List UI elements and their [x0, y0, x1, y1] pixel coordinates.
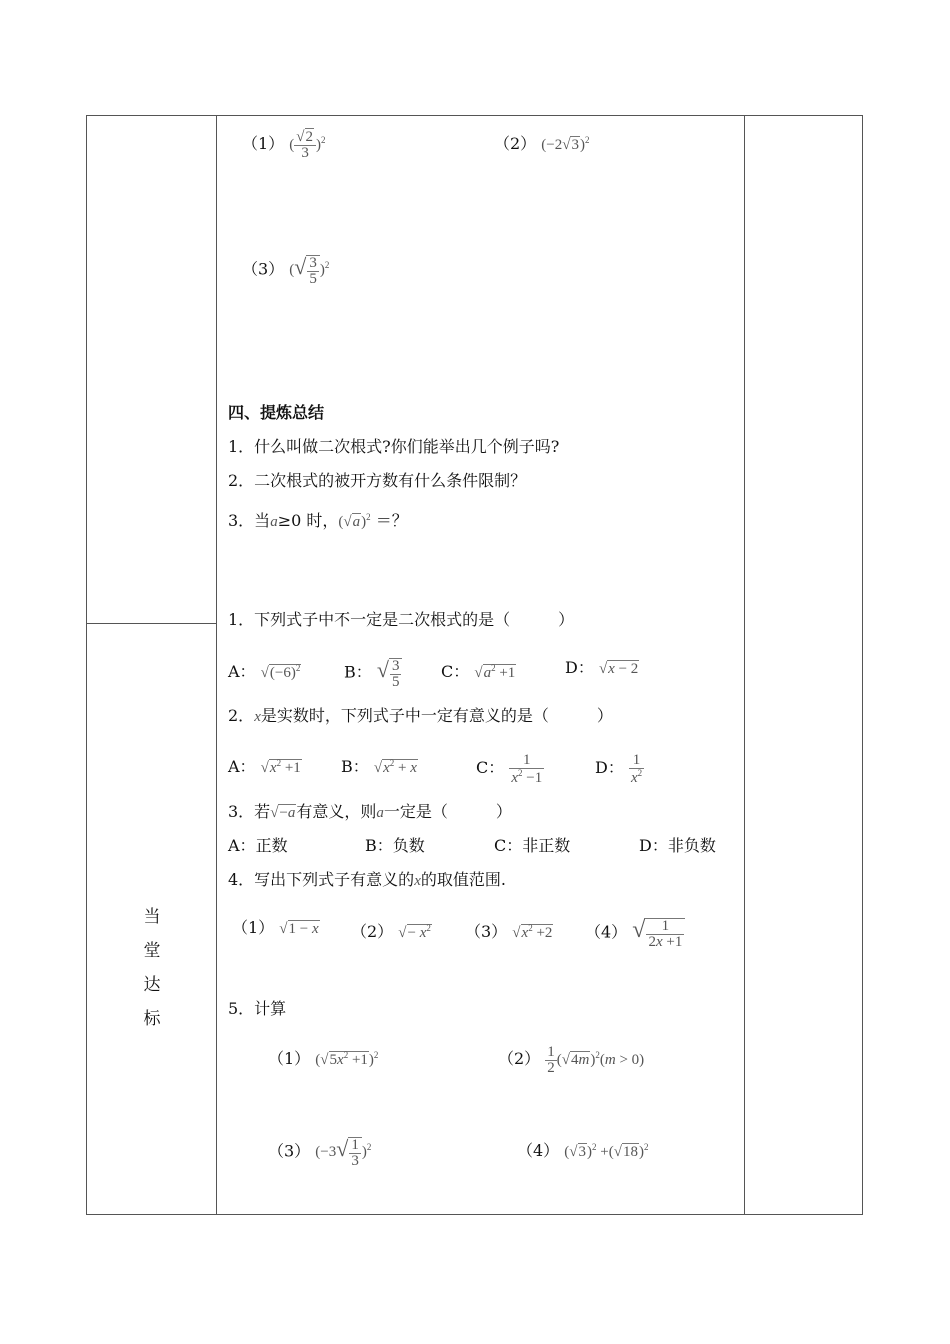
stem-suffix: 一定是（ ）	[383, 802, 512, 821]
option-text: 非负数	[667, 836, 716, 855]
math-expr: $(√5x^2 +1)^2$	[315, 1050, 379, 1068]
practice-q3-option-a	[228, 836, 288, 856]
practice-q1-stem: 1．下列式子中不一定是二次根式的是（ ）	[228, 610, 575, 629]
option-label: B：	[341, 757, 369, 776]
math-expr: (√ $\frac{3}{5}$ )$^2$	[289, 254, 330, 287]
option-label: A：	[228, 757, 256, 776]
stem-suffix: 的取值范围.	[420, 870, 506, 889]
side-label	[87, 900, 217, 1036]
var-a: a	[376, 805, 384, 821]
math-expr: ( $\frac{√2}{3}$ )$^2$	[289, 129, 326, 162]
practice-q5-item-1	[268, 1045, 378, 1070]
item-label: （1）	[242, 134, 285, 153]
math-expr: √− $x^2$	[398, 923, 431, 941]
option-label: B：	[365, 836, 393, 855]
stem-suffix: 是实数时，下列式子中一定有意义的是（ ）	[260, 706, 613, 725]
item-label: （4）	[585, 922, 628, 942]
math-expr: $\frac{1}{x^2 -1}$	[511, 752, 543, 786]
practice-q5-item-3	[268, 1137, 371, 1169]
option-label: D：	[595, 757, 624, 777]
math-expr: √ $\frac{1}{2x +1}$	[632, 925, 685, 941]
practice-q4-item-3	[465, 918, 553, 943]
q3-suffix: ＝？	[375, 511, 408, 530]
row-divider-left	[87, 623, 216, 624]
top-exercise-2	[494, 130, 589, 155]
option-label: D：	[565, 658, 594, 677]
column-divider-2	[744, 116, 745, 1214]
math-expr: $√(-6)^2$	[260, 663, 301, 681]
practice-q3-stem	[228, 802, 512, 823]
item-label: （1）	[268, 1049, 311, 1068]
math-expr: √−a	[270, 805, 296, 821]
practice-q2-stem	[228, 706, 613, 727]
var-a: a	[270, 514, 278, 530]
column-divider-1	[216, 116, 217, 1214]
practice-q1-options	[228, 658, 301, 683]
top-exercise-3	[242, 255, 329, 287]
practice-q5-stem: 5．计算	[228, 999, 287, 1018]
practice-q4-item-2	[351, 918, 432, 943]
math-expr: $√x^2 + x$	[373, 758, 417, 776]
practice-q5-item-2	[498, 1045, 644, 1076]
top-exercise-1	[242, 130, 326, 161]
math-expr: $√a^2 +1$	[474, 663, 516, 681]
practice-q2-option-c	[476, 753, 544, 786]
practice-q3-option-d	[639, 836, 716, 856]
math-expr: $\frac{1}{x^2}$	[630, 752, 643, 786]
item-label: （2）	[498, 1049, 541, 1068]
stem-mid: 有意义，则	[296, 802, 377, 821]
side-char: 标	[143, 1009, 161, 1029]
side-char: 达	[143, 975, 161, 995]
option-label: C：	[494, 836, 523, 855]
practice-q2-option-a	[228, 753, 302, 778]
practice-q4-item-4	[585, 918, 685, 950]
side-char: 当	[143, 907, 161, 927]
practice-q1-option-d	[565, 658, 639, 679]
q3-prefix: 3．当	[228, 511, 271, 530]
practice-q3-option-b	[365, 836, 425, 856]
option-text: 正数	[255, 836, 288, 855]
option-label: D：	[639, 836, 668, 855]
stem-prefix: 2．	[228, 706, 255, 725]
practice-q1-option-c	[441, 658, 516, 683]
item-label: （3）	[268, 1141, 311, 1161]
math-expr: (−3√ $\frac{1}{3}$ )$^2$	[315, 1136, 372, 1169]
math-expr: $√x^2 +1$	[260, 758, 301, 776]
practice-q2-option-d	[595, 753, 644, 786]
math-expr: √x − 2	[598, 661, 639, 677]
option-text: 非正数	[522, 836, 571, 855]
item-label: （2）	[351, 922, 394, 941]
var-x: x	[254, 709, 261, 725]
option-label: A：	[228, 662, 256, 681]
option-label: C：	[476, 757, 505, 777]
math-expr: $(√3)^2 +(√18)^2$	[564, 1142, 649, 1160]
math-expr: √1 − x	[279, 921, 319, 937]
practice-q4-stem	[228, 870, 506, 891]
practice-q5-item-4	[517, 1137, 648, 1162]
practice-q3-option-c	[494, 836, 570, 856]
math-expr: $(-2√3)^2$	[541, 135, 590, 153]
option-label: B：	[344, 662, 372, 682]
item-label: （4）	[517, 1141, 560, 1160]
stem-prefix: 4．写出下列式子有意义的	[228, 870, 415, 889]
item-label: （1）	[232, 918, 275, 937]
practice-q2-option-b	[341, 753, 418, 778]
math-expr: √ $\frac{3}{5}$	[377, 665, 403, 681]
option-label: A：	[228, 836, 256, 855]
q3-mid: ≥0 时，	[277, 511, 339, 530]
summary-q1: 1．什么叫做二次根式?你们能举出几个例子吗?	[228, 437, 560, 456]
stem-prefix: 3．若	[228, 802, 271, 821]
math-expr: $(√a)^2$	[338, 512, 371, 530]
item-label: （2）	[494, 134, 537, 153]
practice-q1-option-b	[344, 658, 402, 690]
practice-q4-item-1	[232, 918, 320, 939]
summary-q3	[228, 507, 408, 532]
math-expr: $\frac{1}{2}$ $(√4m)^2(m > 0)$	[547, 1044, 645, 1077]
var-x: x	[414, 873, 421, 889]
item-label: （3）	[242, 259, 285, 279]
item-label: （3）	[465, 922, 508, 941]
summary-heading: 四、提炼总结	[228, 403, 325, 422]
option-text: 负数	[392, 836, 425, 855]
option-label: C：	[441, 662, 470, 681]
side-char: 堂	[143, 941, 161, 961]
math-expr: $√x^2 +2$	[512, 923, 553, 941]
summary-q2: 2．二次根式的被开方数有什么条件限制？	[228, 471, 527, 490]
